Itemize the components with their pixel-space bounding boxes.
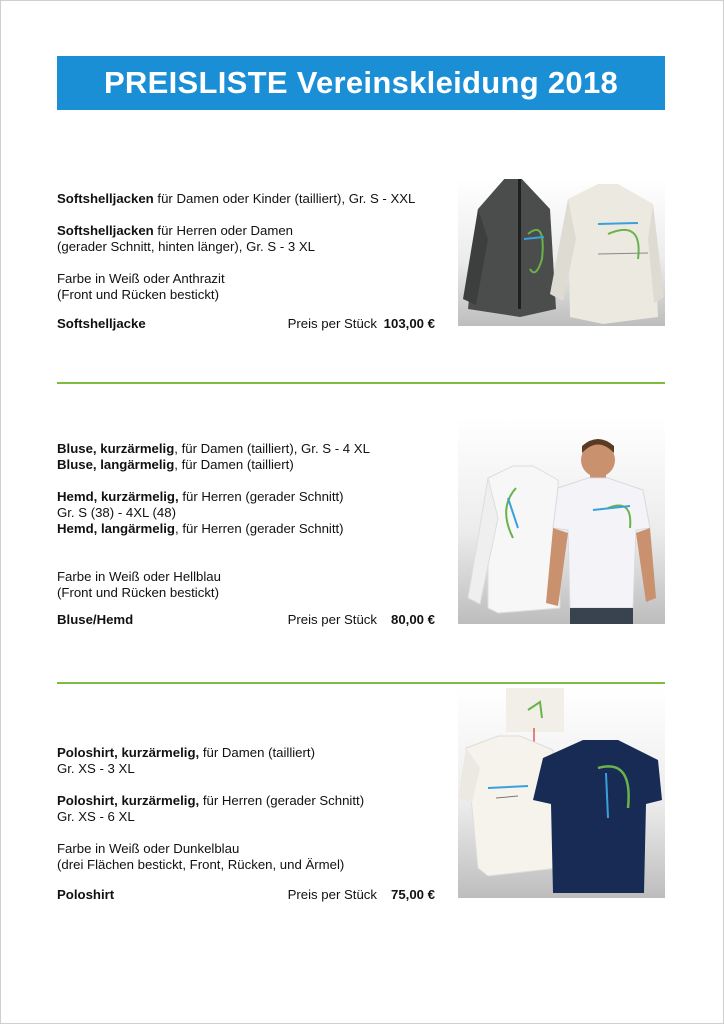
description-bold-text: Poloshirt, kurzärmelig, (57, 793, 200, 808)
description-text: für Herren (gerader Schnitt) (199, 793, 365, 808)
divider (57, 682, 665, 684)
description-text: , für Damen (tailliert), Gr. S - 4 XL (174, 441, 370, 456)
price-amount: 103,00 € (383, 316, 435, 331)
description-text: für Herren (gerader Schnitt) (178, 489, 344, 504)
section-polo-description (57, 745, 437, 873)
description-line (57, 585, 437, 601)
description-line (57, 441, 437, 457)
description-bold-text: Hemd, langärmelig (57, 521, 175, 536)
spacer (57, 207, 437, 223)
description-text: Farbe in Weiß oder Hellblau (57, 569, 221, 584)
price-amount: 75,00 € (391, 887, 435, 902)
description-text: für Damen oder Kinder (tailliert), Gr. S - XXL (153, 191, 416, 206)
description-text: , für Herren (gerader Schnitt) (175, 521, 344, 536)
description-line (57, 223, 437, 239)
description-line (57, 857, 437, 873)
description-line (57, 569, 437, 585)
description-text: Farbe in Weiß oder Anthrazit (57, 271, 225, 286)
product-name: Bluse/Hemd (57, 612, 134, 627)
description-bold-text: Softshelljacken (57, 223, 154, 238)
price-label: Preis per Stück (287, 612, 377, 627)
description-text: für Damen (tailliert) (199, 745, 315, 760)
description-text: (Front und Rücken bestickt) (57, 287, 219, 302)
poloshirts-image (458, 688, 665, 898)
price-amount: 80,00 € (391, 612, 435, 627)
spacer (57, 553, 437, 569)
price-label: Preis per Stück (287, 887, 377, 902)
description-text: für Herren oder Damen (153, 223, 294, 238)
spacer (57, 255, 437, 271)
description-line (57, 521, 437, 537)
description-text: (gerader Schnitt, hinten länger), Gr. S - 3 XL (57, 239, 316, 254)
spacer (57, 473, 437, 489)
description-bold-text: Poloshirt, kurzärmelig, (57, 745, 200, 760)
description-line (57, 271, 437, 287)
description-line (57, 809, 437, 825)
description-line (57, 793, 437, 809)
description-text: (Front und Rücken bestickt) (57, 585, 219, 600)
softshell-jackets-image (458, 179, 665, 326)
spacer (57, 777, 437, 793)
section-softshell-description (57, 191, 437, 303)
description-text: , für Damen (tailliert) (174, 457, 294, 472)
description-line (57, 761, 437, 777)
description-line (57, 457, 437, 473)
price-row-softshell (57, 316, 435, 334)
description-bold-text: Hemd, kurzärmelig, (57, 489, 179, 504)
description-text: Gr. S (38) - 4XL (48) (57, 505, 176, 520)
shirts-image (458, 418, 665, 624)
description-line (57, 505, 437, 521)
price-label: Preis per Stück (287, 316, 377, 331)
description-text: (drei Flächen bestickt, Front, Rücken, und Ärmel) (57, 857, 345, 872)
product-name: Poloshirt (57, 887, 115, 902)
description-bold-text: Bluse, langärmelig (57, 457, 175, 472)
price-row-shirts (57, 612, 435, 630)
description-bold-text: Bluse, kurzärmelig (57, 441, 175, 456)
spacer (57, 537, 437, 553)
divider (57, 382, 665, 384)
description-text: Gr. XS - 6 XL (57, 809, 135, 824)
description-line (57, 841, 437, 857)
section-shirts-description (57, 441, 437, 601)
description-line (57, 745, 437, 761)
description-text: Gr. XS - 3 XL (57, 761, 135, 776)
description-line (57, 239, 437, 255)
spacer (57, 825, 437, 841)
product-name: Softshelljacke (57, 316, 146, 331)
description-line (57, 287, 437, 303)
page-title: PREISLISTE Vereinskleidung 2018 (57, 56, 665, 110)
description-line (57, 191, 437, 207)
price-row-polo (57, 887, 435, 905)
description-text: Farbe in Weiß oder Dunkelblau (57, 841, 240, 856)
description-bold-text: Softshelljacken (57, 191, 154, 206)
description-line (57, 489, 437, 505)
